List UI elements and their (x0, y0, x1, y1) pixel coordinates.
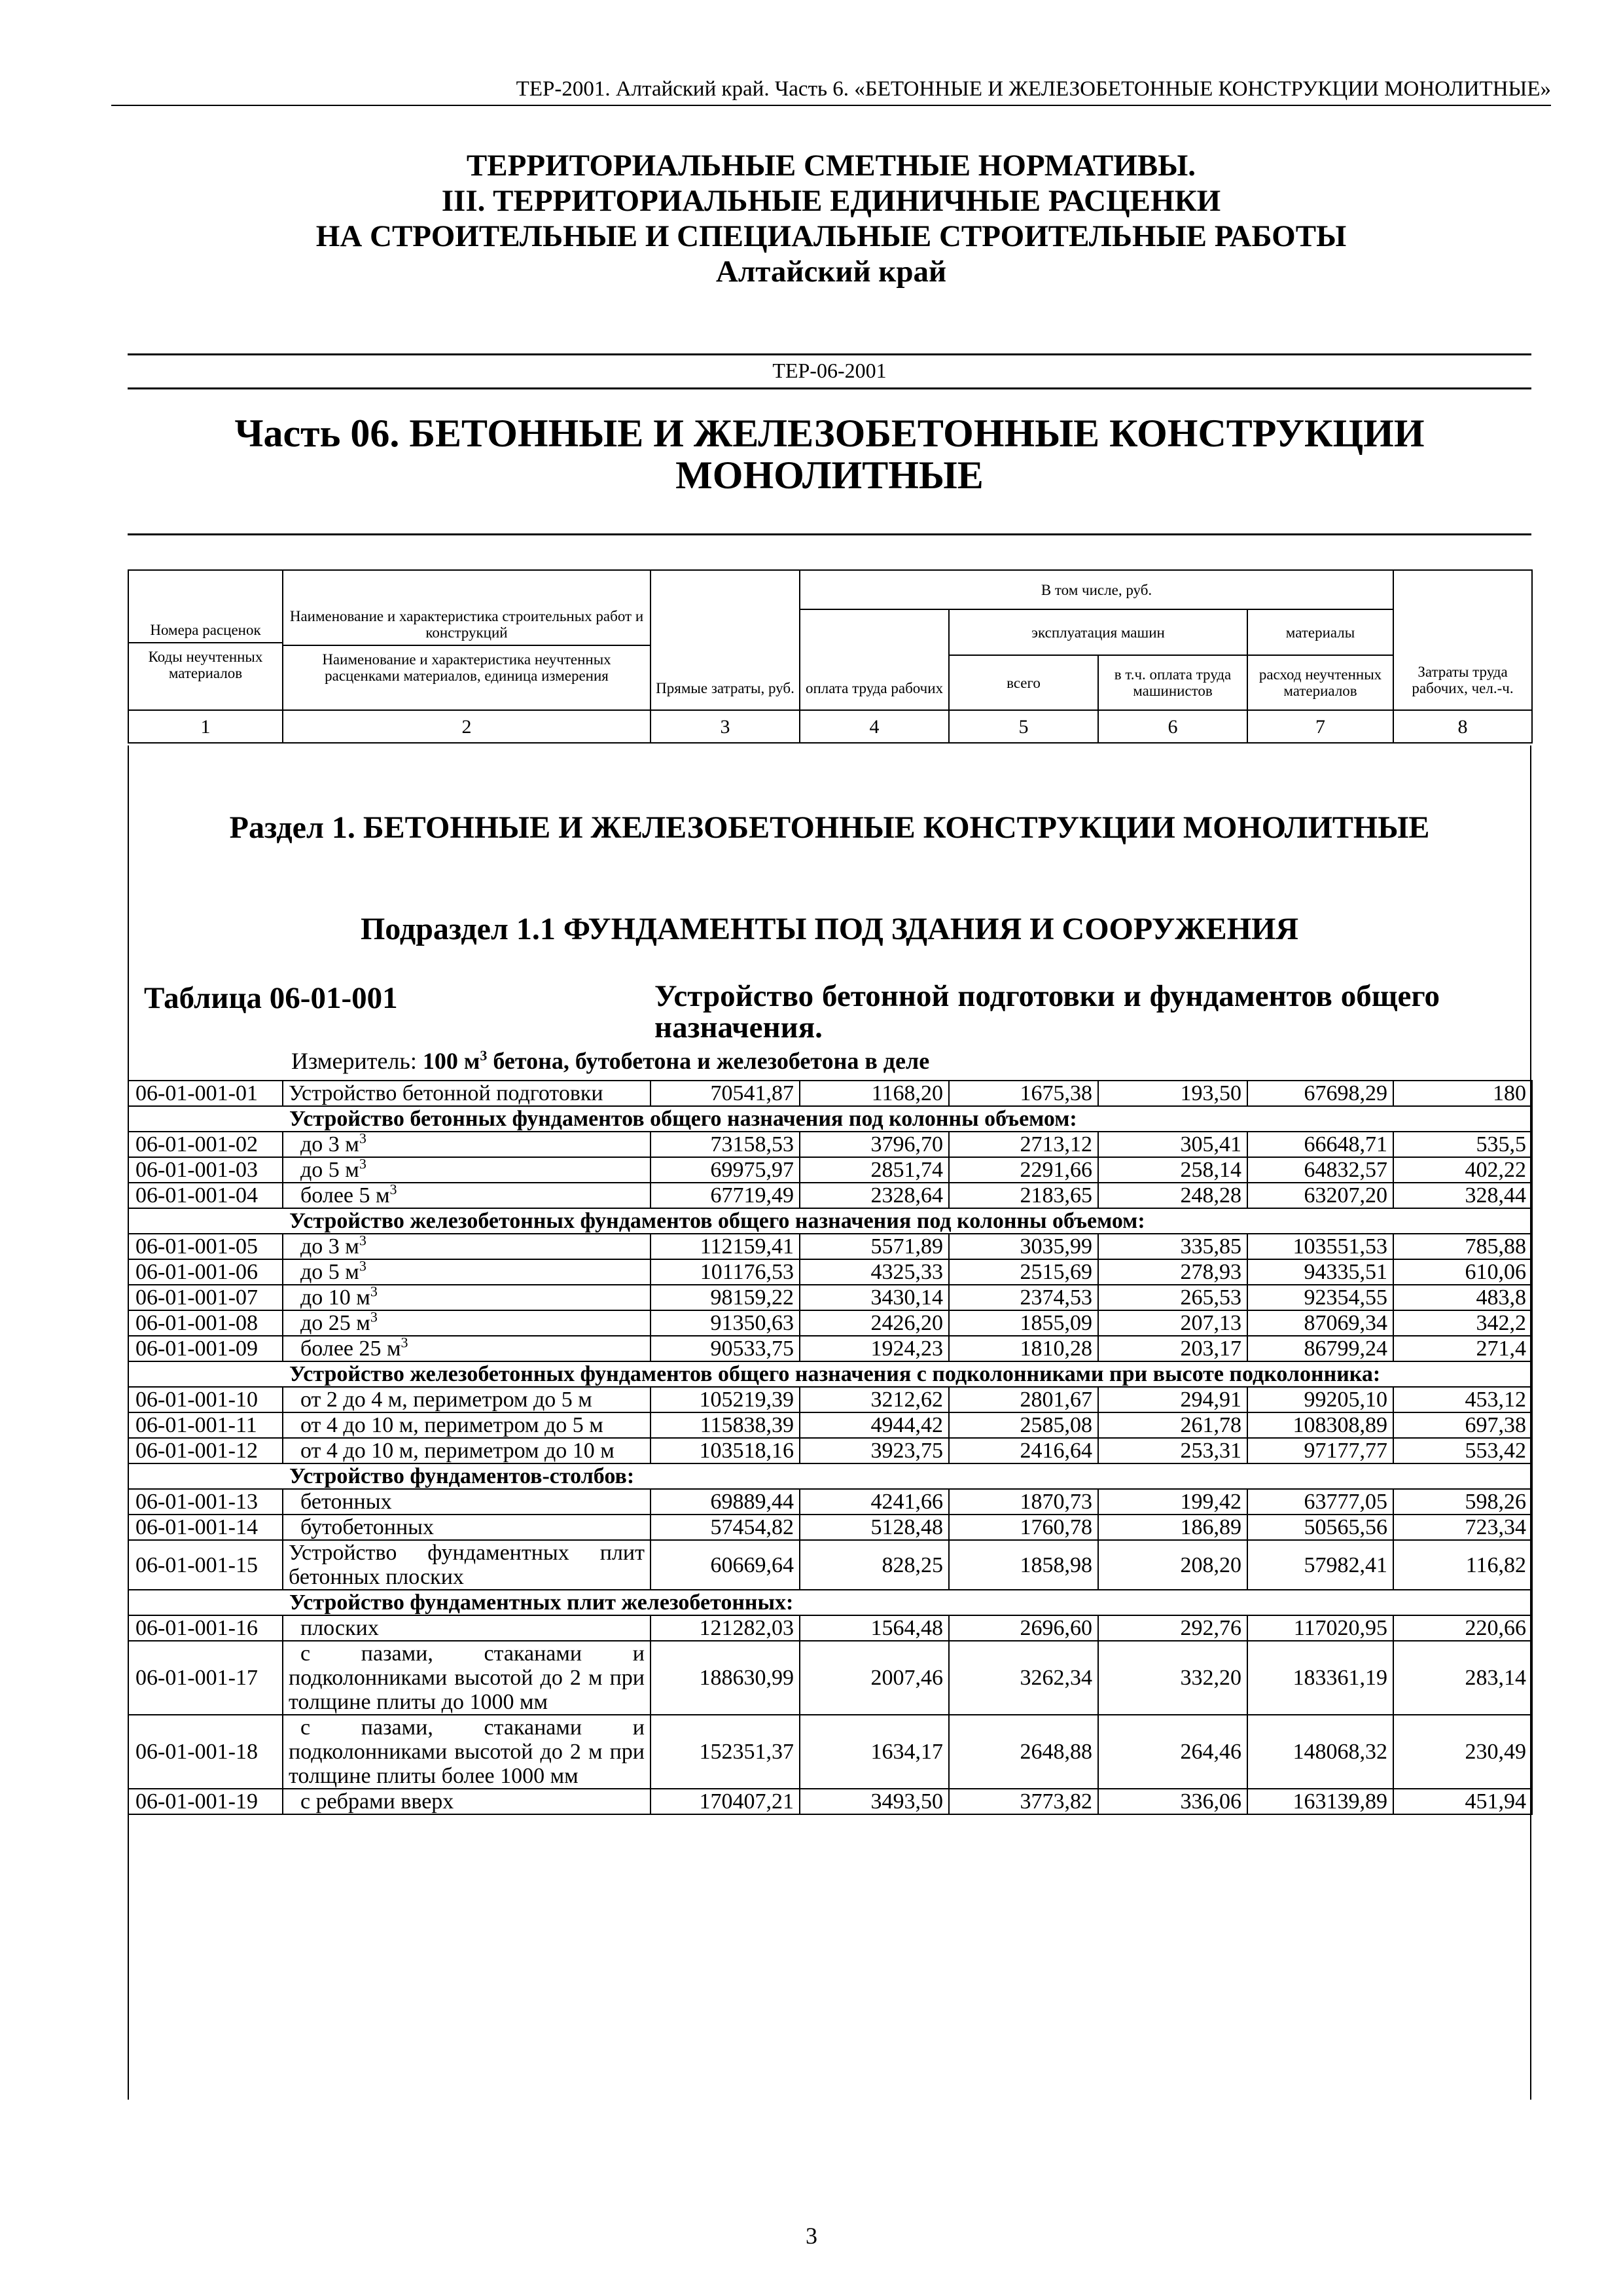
cell-hours: 220,66 (1393, 1615, 1532, 1641)
rate-name-text: до 3 м (300, 1234, 359, 1259)
group-header-row (128, 1361, 1532, 1387)
table-row (128, 1285, 1532, 1310)
cell-labor: 5571,89 (800, 1234, 949, 1259)
rate-name-text: бетонных (300, 1490, 392, 1514)
cell-direct: 112159,41 (651, 1234, 800, 1259)
cell-materials: 99205,10 (1247, 1387, 1393, 1412)
cell-hours: 230,49 (1393, 1715, 1532, 1789)
cell-operators: 207,13 (1098, 1310, 1247, 1336)
rate-name-text: до 5 м (300, 1260, 359, 1284)
cell-labor: 3923,75 (800, 1438, 949, 1463)
cell-direct: 98159,22 (651, 1285, 800, 1310)
part-rule (128, 533, 1531, 535)
col4-header: оплата труда рабочих (800, 609, 949, 710)
rate-code: 06-01-001-05 (128, 1234, 283, 1259)
rate-name-text: с пазами, стаканами и подколонниками высотой до 2 м при толщине плиты более 1000 мм (289, 1715, 645, 1788)
rate-name-text: Устройство фундаментных плит бетонных плоских (289, 1541, 645, 1589)
table-title: Устройство бетонной подготовки и фундаментов общего назначения. (654, 979, 1440, 1045)
cell-hours: 271,4 (1393, 1336, 1532, 1361)
cell-labor: 5128,48 (800, 1515, 949, 1540)
rate-name (283, 1081, 651, 1106)
cell-materials: 163139,89 (1247, 1789, 1393, 1814)
table-row (128, 1259, 1532, 1285)
col-number: 2 (283, 710, 651, 743)
col8-header: Затраты труда рабочих, чел.-ч. (1393, 570, 1532, 710)
rate-name-text: до 25 м (300, 1311, 370, 1335)
table-row (128, 1789, 1532, 1814)
table-label: Таблица 06-01-001 (144, 981, 398, 1015)
cell-materials: 67698,29 (1247, 1081, 1393, 1106)
main-title-line-2: III. ТЕРРИТОРИАЛЬНЫЕ ЕДИНИЧНЫЕ РАСЦЕНКИ (441, 184, 1221, 218)
cell-materials: 92354,55 (1247, 1285, 1393, 1310)
cell-labor: 3796,70 (800, 1132, 949, 1157)
col2-header-bottom: Наименование и характеристика неучтенных расценками материалов, единица измерения (322, 651, 611, 684)
meter-value: 100 м (422, 1048, 480, 1074)
cell-machines: 1870,73 (949, 1489, 1098, 1515)
rate-name (283, 1310, 651, 1336)
col6-header: в т.ч. оплата труда машинистов (1098, 655, 1247, 710)
part-title-line-2: МОНОЛИТНЫЕ (675, 454, 984, 497)
cell-hours: 451,94 (1393, 1789, 1532, 1814)
cell-hours: 342,2 (1393, 1310, 1532, 1336)
table-row (128, 1387, 1532, 1412)
cell-materials: 64832,57 (1247, 1157, 1393, 1183)
cell-machines: 1858,98 (949, 1540, 1098, 1590)
table-row (128, 1715, 1532, 1789)
col3-header: Прямые затраты, руб. (651, 570, 800, 710)
rate-name-sup: 3 (359, 1234, 366, 1249)
group-title: Устройство фундаментов-столбов: (283, 1463, 1532, 1489)
rate-code: 06-01-001-10 (128, 1387, 283, 1412)
cell-labor: 1168,20 (800, 1081, 949, 1106)
subsection-title: Подраздел 1.1 ФУНДАМЕНТЫ ПОД ЗДАНИЯ И СООРУЖЕНИЯ (360, 912, 1299, 946)
group-blank-cell (128, 1463, 283, 1489)
rate-code: 06-01-001-14 (128, 1515, 283, 1540)
rate-code: 06-01-001-03 (128, 1157, 283, 1183)
rate-name (283, 1515, 651, 1540)
cell-hours: 483,8 (1393, 1285, 1532, 1310)
cell-operators: 305,41 (1098, 1132, 1247, 1157)
group-including-header: В том числе, руб. (800, 570, 1393, 609)
cell-direct: 70541,87 (651, 1081, 800, 1106)
meter-prefix: Измеритель: (291, 1048, 417, 1074)
rate-code: 06-01-001-18 (128, 1715, 283, 1789)
table-row (128, 1132, 1532, 1157)
cell-direct: 115838,39 (651, 1412, 800, 1438)
rate-code: 06-01-001-17 (128, 1641, 283, 1715)
cell-hours: 553,42 (1393, 1438, 1532, 1463)
rate-code: 06-01-001-11 (128, 1412, 283, 1438)
group-header-row (128, 1590, 1532, 1615)
cell-direct: 121282,03 (651, 1615, 800, 1641)
col1-header-bottom: Коды неучтенных материалов (148, 648, 263, 681)
cell-operators: 261,78 (1098, 1412, 1247, 1438)
table-row (128, 1515, 1532, 1540)
rate-name (283, 1183, 651, 1208)
cell-labor: 3430,14 (800, 1285, 949, 1310)
rate-code: 06-01-001-15 (128, 1540, 283, 1590)
cell-hours: 328,44 (1393, 1183, 1532, 1208)
rate-code: 06-01-001-12 (128, 1438, 283, 1463)
cell-labor: 2007,46 (800, 1641, 949, 1715)
col-number: 7 (1247, 710, 1393, 743)
group-blank-cell (128, 1208, 283, 1234)
main-title-line-1: ТЕРРИТОРИАЛЬНЫЕ СМЕТНЫЕ НОРМАТИВЫ. (466, 149, 1196, 183)
col5-header: всего (949, 655, 1098, 710)
cell-hours: 598,26 (1393, 1489, 1532, 1515)
cell-hours: 723,34 (1393, 1515, 1532, 1540)
header-rule (111, 105, 1551, 106)
cell-direct: 57454,82 (651, 1515, 800, 1540)
cell-operators: 332,20 (1098, 1641, 1247, 1715)
rate-name (283, 1615, 651, 1641)
cell-operators: 335,85 (1098, 1234, 1247, 1259)
col-number: 6 (1098, 710, 1247, 743)
rate-name (283, 1715, 651, 1789)
cell-machines: 1675,38 (949, 1081, 1098, 1106)
cell-materials: 57982,41 (1247, 1540, 1393, 1590)
cell-machines: 3773,82 (949, 1789, 1098, 1814)
rate-name-text: бутобетонных (300, 1515, 434, 1539)
cell-machines: 1810,28 (949, 1336, 1098, 1361)
cell-operators: 208,20 (1098, 1540, 1247, 1590)
cell-materials: 66648,71 (1247, 1132, 1393, 1157)
main-title-line-3: НА СТРОИТЕЛЬНЫЕ И СПЕЦИАЛЬНЫЕ СТРОИТЕЛЬНЫЕ РАБОТЫ (315, 219, 1347, 253)
col1-header-top: Номера расценок (129, 622, 282, 643)
rate-name (283, 1285, 651, 1310)
tep-bottom-rule (128, 387, 1531, 389)
cell-machines: 2696,60 (949, 1615, 1098, 1641)
cell-materials: 103551,53 (1247, 1234, 1393, 1259)
group-header-row (128, 1106, 1532, 1132)
cell-materials: 117020,95 (1247, 1615, 1393, 1641)
page-number: 3 (806, 2223, 817, 2249)
cell-hours: 402,22 (1393, 1157, 1532, 1183)
table-row (128, 1540, 1532, 1590)
cell-materials: 63207,20 (1247, 1183, 1393, 1208)
rate-name (283, 1641, 651, 1715)
cell-operators: 278,93 (1098, 1259, 1247, 1285)
cell-hours: 180 (1393, 1081, 1532, 1106)
rate-name (283, 1336, 651, 1361)
rate-code: 06-01-001-02 (128, 1132, 283, 1157)
rate-name-text: с ребрами вверх (300, 1789, 454, 1814)
cell-machines: 2648,88 (949, 1715, 1098, 1789)
col-number: 5 (949, 710, 1098, 743)
cell-labor: 828,25 (800, 1540, 949, 1590)
rate-code: 06-01-001-01 (128, 1081, 283, 1106)
group-title: Устройство железобетонных фундаментов общего назначения с подколонниками при высоте подколонника: (283, 1361, 1532, 1387)
cell-operators: 294,91 (1098, 1387, 1247, 1412)
cell-labor: 2851,74 (800, 1157, 949, 1183)
cell-machines: 2585,08 (949, 1412, 1098, 1438)
rate-name-text: от 4 до 10 м, периметром до 10 м (300, 1439, 615, 1463)
rate-code: 06-01-001-06 (128, 1259, 283, 1285)
cell-operators: 186,89 (1098, 1515, 1247, 1540)
col7-header: расход неучтенных материалов (1247, 655, 1393, 710)
cell-materials: 148068,32 (1247, 1715, 1393, 1789)
rate-name-text: более 5 м (300, 1183, 390, 1208)
group-title: Устройство бетонных фундаментов общего назначения под колонны объемом: (283, 1106, 1532, 1132)
cell-machines: 1760,78 (949, 1515, 1098, 1540)
rate-name-text: плоских (300, 1616, 379, 1640)
rate-name-sup: 3 (370, 1285, 378, 1300)
rate-code: 06-01-001-16 (128, 1615, 283, 1641)
cell-materials: 87069,34 (1247, 1310, 1393, 1336)
meter-sup: 3 (480, 1047, 488, 1064)
cell-operators: 253,31 (1098, 1438, 1247, 1463)
rate-name (283, 1789, 651, 1814)
cell-machines: 2515,69 (949, 1259, 1098, 1285)
section-title: Раздел 1. БЕТОННЫЕ И ЖЕЛЕЗОБЕТОННЫЕ КОНСТРУКЦИИ МОНОЛИТНЫЕ (229, 810, 1430, 845)
cell-hours: 116,82 (1393, 1540, 1532, 1590)
cell-direct: 152351,37 (651, 1715, 800, 1789)
table-row (128, 1615, 1532, 1641)
group-title: Устройство фундаментных плит железобетонных: (283, 1590, 1532, 1615)
group-header-row (128, 1208, 1532, 1234)
cell-labor: 1564,48 (800, 1615, 949, 1641)
rate-name-text: до 10 м (300, 1285, 370, 1310)
group-blank-cell (128, 1590, 283, 1615)
running-header: ТЕР-2001. Алтайский край. Часть 6. «БЕТОННЫЕ И ЖЕЛЕЗОБЕТОННЫЕ КОНСТРУКЦИИ МОНОЛИТНЫЕ» (516, 77, 1551, 101)
cell-direct: 188630,99 (651, 1641, 800, 1715)
cell-materials: 94335,51 (1247, 1259, 1393, 1285)
cell-direct: 69975,97 (651, 1157, 800, 1183)
col2-header (283, 570, 651, 710)
rate-name (283, 1157, 651, 1183)
cell-labor: 1634,17 (800, 1715, 949, 1789)
cell-direct: 91350,63 (651, 1310, 800, 1336)
rate-name-text: более 25 м (300, 1336, 401, 1361)
part-title (128, 412, 1531, 496)
group-blank-cell (128, 1106, 283, 1132)
col-number: 8 (1393, 710, 1532, 743)
tep-code: ТЕР-06-2001 (772, 359, 887, 382)
rate-code: 06-01-001-13 (128, 1489, 283, 1515)
table-row (128, 1183, 1532, 1208)
cell-direct: 90533,75 (651, 1336, 800, 1361)
cell-machines: 3035,99 (949, 1234, 1098, 1259)
cell-operators: 336,06 (1098, 1789, 1247, 1814)
cell-machines: 2801,67 (949, 1387, 1098, 1412)
group-title: Устройство железобетонных фундаментов общего назначения под колонны объемом: (283, 1208, 1532, 1234)
rate-name-sup: 3 (359, 1157, 366, 1172)
column-header-table (128, 569, 1533, 744)
main-title (111, 148, 1551, 289)
main-title-line-4: Алтайский край (715, 255, 947, 289)
rates-table (128, 1080, 1533, 1815)
group-blank-cell (128, 1361, 283, 1387)
cell-direct: 60669,64 (651, 1540, 800, 1590)
cell-machines: 2183,65 (949, 1183, 1098, 1208)
table-row (128, 1641, 1532, 1715)
tep-top-rule (128, 353, 1531, 355)
cell-operators: 265,53 (1098, 1285, 1247, 1310)
cell-materials: 97177,77 (1247, 1438, 1393, 1463)
cell-labor: 4325,33 (800, 1259, 949, 1285)
cell-labor: 4944,42 (800, 1412, 949, 1438)
cell-machines: 2374,53 (949, 1285, 1098, 1310)
cell-direct: 67719,49 (651, 1183, 800, 1208)
rate-name (283, 1489, 651, 1515)
table-row (128, 1438, 1532, 1463)
cell-operators: 199,42 (1098, 1489, 1247, 1515)
cell-hours: 453,12 (1393, 1387, 1532, 1412)
cell-operators: 258,14 (1098, 1157, 1247, 1183)
group-header-row (128, 1463, 1532, 1489)
cell-machines: 2416,64 (949, 1438, 1098, 1463)
rate-code: 06-01-001-19 (128, 1789, 283, 1814)
rate-name-text: Устройство бетонной подготовки (289, 1081, 603, 1105)
col1-header (128, 570, 283, 710)
cell-materials: 86799,24 (1247, 1336, 1393, 1361)
cell-machines: 2713,12 (949, 1132, 1098, 1157)
col-number: 3 (651, 710, 800, 743)
rate-name (283, 1387, 651, 1412)
cell-labor: 3493,50 (800, 1789, 949, 1814)
rate-code: 06-01-001-09 (128, 1336, 283, 1361)
cell-hours: 610,06 (1393, 1259, 1532, 1285)
part-title-line-1: Часть 06. БЕТОННЫЕ И ЖЕЛЕЗОБЕТОННЫЕ КОНСТРУКЦИИ (234, 412, 1425, 455)
cell-materials: 108308,89 (1247, 1412, 1393, 1438)
cell-labor: 2426,20 (800, 1310, 949, 1336)
rate-name-text: до 3 м (300, 1132, 359, 1157)
cell-materials: 183361,19 (1247, 1641, 1393, 1715)
cell-labor: 4241,66 (800, 1489, 949, 1515)
cell-hours: 785,88 (1393, 1234, 1532, 1259)
rate-name (283, 1234, 651, 1259)
rate-code: 06-01-001-04 (128, 1183, 283, 1208)
group-machines-header: эксплуатация машин (949, 609, 1247, 655)
col-number: 1 (128, 710, 283, 743)
cell-materials: 63777,05 (1247, 1489, 1393, 1515)
cell-hours: 535,5 (1393, 1132, 1532, 1157)
cell-labor: 3212,62 (800, 1387, 949, 1412)
rate-name-text: с пазами, стаканами и подколонниками высотой до 2 м при толщине плиты до 1000 мм (289, 1641, 645, 1714)
cell-direct: 105219,39 (651, 1387, 800, 1412)
cell-direct: 73158,53 (651, 1132, 800, 1157)
rate-name-text: до 5 м (300, 1158, 359, 1182)
rate-name (283, 1259, 651, 1285)
table-row (128, 1081, 1532, 1106)
cell-machines: 1855,09 (949, 1310, 1098, 1336)
rate-name-sup: 3 (389, 1183, 397, 1198)
cell-operators: 203,17 (1098, 1336, 1247, 1361)
cell-materials: 50565,56 (1247, 1515, 1393, 1540)
rate-name (283, 1132, 651, 1157)
rate-name-text: от 2 до 4 м, периметром до 5 м (300, 1388, 592, 1412)
cell-hours: 697,38 (1393, 1412, 1532, 1438)
rate-name (283, 1438, 651, 1463)
rate-name-sup: 3 (359, 1259, 366, 1274)
rate-code: 06-01-001-07 (128, 1285, 283, 1310)
rate-name (283, 1540, 651, 1590)
rate-name-sup: 3 (401, 1336, 408, 1351)
table-row (128, 1489, 1532, 1515)
rate-name-sup: 3 (359, 1132, 366, 1147)
cell-direct: 103518,16 (651, 1438, 800, 1463)
cell-operators: 264,46 (1098, 1715, 1247, 1789)
cell-operators: 248,28 (1098, 1183, 1247, 1208)
cell-operators: 292,76 (1098, 1615, 1247, 1641)
cell-direct: 101176,53 (651, 1259, 800, 1285)
table-row (128, 1310, 1532, 1336)
meter-value-rest: бетона, бутобетона и железобетона в деле (487, 1048, 930, 1074)
cell-labor: 2328,64 (800, 1183, 949, 1208)
rate-name-text: от 4 до 10 м, периметром до 5 м (300, 1413, 603, 1437)
table-row (128, 1157, 1532, 1183)
table-row (128, 1234, 1532, 1259)
col2-header-top: Наименование и характеристика строительных работ и конструкций (283, 608, 650, 646)
cell-direct: 170407,21 (651, 1789, 800, 1814)
rate-code: 06-01-001-08 (128, 1310, 283, 1336)
rate-name-sup: 3 (370, 1310, 378, 1325)
table-row (128, 1336, 1532, 1361)
group-materials-header: материалы (1247, 609, 1393, 655)
meter-line (291, 1047, 929, 1075)
rate-name (283, 1412, 651, 1438)
cell-operators: 193,50 (1098, 1081, 1247, 1106)
table-row (128, 1412, 1532, 1438)
cell-machines: 3262,34 (949, 1641, 1098, 1715)
cell-hours: 283,14 (1393, 1641, 1532, 1715)
cell-machines: 2291,66 (949, 1157, 1098, 1183)
cell-labor: 1924,23 (800, 1336, 949, 1361)
cell-direct: 69889,44 (651, 1489, 800, 1515)
col-number: 4 (800, 710, 949, 743)
